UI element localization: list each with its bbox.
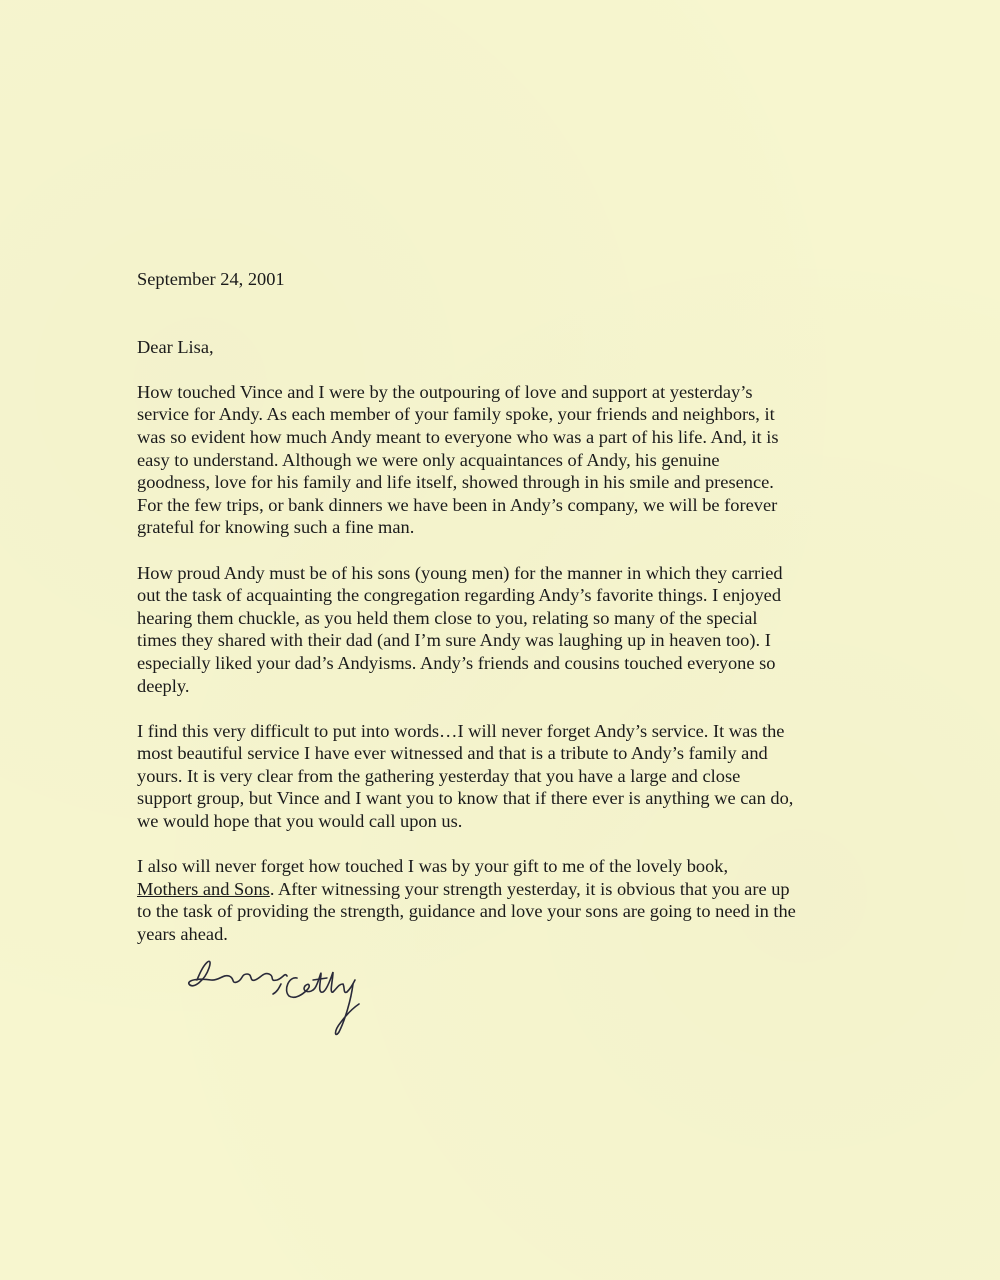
paragraph-line: easy to understand. Although we were only acquaintances of Andy, his genuine: [137, 449, 720, 470]
letter-body: [137, 268, 877, 946]
paragraph-line: grateful for knowing such a fine man.: [137, 517, 415, 538]
paragraph-line-rest: . After witnessing your strength yesterday, it is obvious that you are up: [269, 878, 790, 899]
paragraph-line: I also will never forget how touched I was by your gift to me of the lovely book,: [137, 856, 729, 877]
paragraph-line: goodness, love for his family and life itself, showed through in his smile and presence.: [137, 472, 774, 493]
handwritten-signature: [185, 950, 385, 1050]
letter-date: September 24, 2001: [137, 269, 285, 289]
paragraph-1: [137, 381, 877, 539]
paragraph-line: times they shared with their dad (and I’m sure Andy was laughing up in heaven too). I: [137, 630, 771, 651]
paragraph-line: support group, but Vince and I want you to know that if there ever is anything we can do,: [137, 788, 794, 809]
paragraph-2: [137, 562, 877, 698]
paragraph-line: out the task of acquainting the congregation regarding Andy’s favorite things. I enjoyed: [137, 585, 782, 606]
paragraph-line: I find this very difficult to put into words…I will never forget Andy’s service. It was the: [137, 720, 785, 741]
paragraph-line: years ahead.: [137, 924, 228, 945]
paragraph-line: For the few trips, or bank dinners we have been in Andy’s company, we will be forever: [137, 494, 778, 515]
paragraph-3: [137, 720, 877, 833]
paragraph-line: we would hope that you would call upon us.: [137, 811, 463, 832]
signature-drawing: [185, 950, 385, 1050]
paragraph-line: hearing them chuckle, as you held them close to you, relating so many of the special: [137, 607, 758, 628]
paragraph-4: [137, 855, 877, 945]
paragraph-line: most beautiful service I have ever witnessed and that is a tribute to Andy’s family and: [137, 743, 768, 764]
paragraph-line: especially liked your dad’s Andyisms. Andy’s friends and cousins touched everyone so: [137, 652, 776, 673]
paragraph-line: was so evident how much Andy meant to everyone who was a part of his life. And, it is: [137, 426, 779, 447]
paragraph-line: to the task of providing the strength, guidance and love your sons are going to need in the: [137, 901, 796, 922]
paragraph-line: [137, 878, 877, 901]
paragraph-line: service for Andy. As each member of your family spoke, your friends and neighbors, it: [137, 404, 775, 425]
paragraph-line: How touched Vince and I were by the outpouring of love and support at yesterday’s: [137, 381, 753, 402]
paragraph-line: How proud Andy must be of his sons (young men) for the manner in which they carried: [137, 562, 783, 583]
salutation: Dear Lisa,: [137, 336, 214, 357]
paragraph-line: deeply.: [137, 675, 190, 696]
paragraph-line: yours. It is very clear from the gathering yesterday that you have a large and close: [137, 765, 741, 786]
book-title: Mothers and Sons: [137, 878, 270, 899]
